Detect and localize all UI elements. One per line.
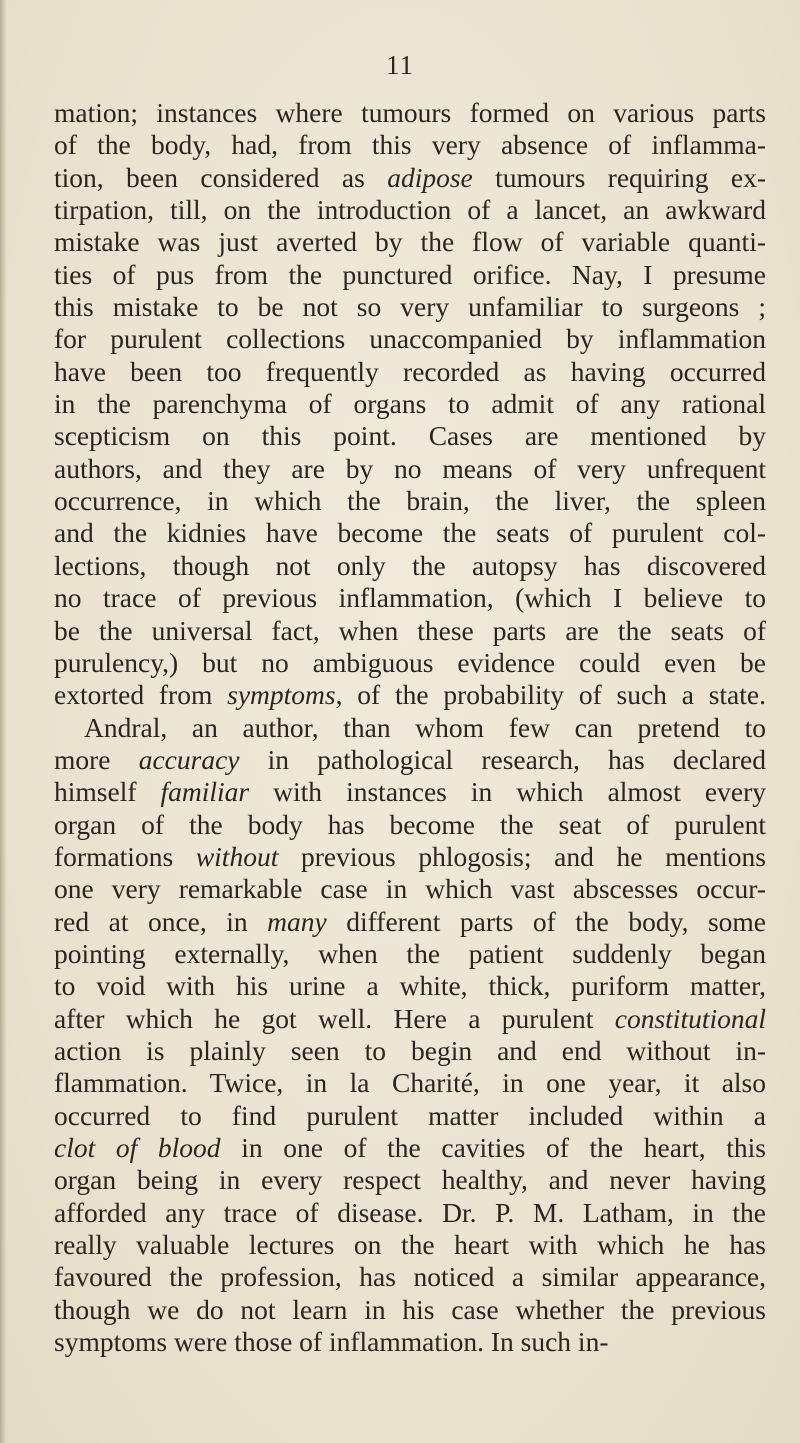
page-number: 11 — [386, 50, 414, 80]
text-line — [54, 388, 766, 420]
text-run: occurred to find purulent matter included within a — [54, 1099, 766, 1131]
text-run: to void with his urine a white, thick, puriform matter, — [54, 970, 766, 1002]
text-line — [54, 615, 766, 647]
italic-text-run: clot of blood — [54, 1132, 221, 1163]
text-line — [54, 1003, 766, 1035]
text-run: in the parenchyma of organs to admit of any rational — [54, 388, 766, 420]
text-run: and the kidnies have become the seats of purulent col- — [54, 517, 766, 549]
text-run: with instances in which almost every — [249, 776, 766, 808]
text-run: really valuable lectures on the heart with which he has — [54, 1229, 766, 1261]
text-run: be the universal fact, when these parts are the seats of — [54, 614, 766, 646]
text-line — [54, 1067, 766, 1099]
italic-text-run: familiar — [160, 776, 250, 808]
text-run: different parts of the body, some — [326, 905, 766, 937]
text-run: tion, been considered as — [54, 161, 388, 193]
text-line — [54, 323, 766, 355]
text-run: symptoms were those of inflammation. In such in- — [54, 1326, 609, 1358]
text-line — [54, 906, 766, 938]
text-line — [54, 550, 766, 582]
text-run: formations — [54, 840, 196, 872]
text-line — [54, 162, 766, 194]
text-line — [54, 1132, 766, 1164]
text-run: favoured the profession, has noticed a similar appearance, — [54, 1261, 766, 1293]
text-run: more — [54, 743, 139, 775]
text-run: red at once, in — [54, 905, 268, 937]
text-line — [54, 453, 766, 485]
italic-text-run: without — [195, 840, 279, 872]
text-run: extorted from — [54, 679, 228, 711]
text-line — [54, 712, 766, 744]
text-line — [54, 259, 766, 291]
text-run: have been too frequently recorded as having occurred — [54, 355, 766, 387]
text-line — [54, 938, 766, 970]
italic-text-run: many — [267, 905, 327, 937]
text-run: this mistake to be not so very unfamiliar to surgeons ; — [54, 291, 766, 323]
text-run: pointing externally, when the patient suddenly began — [54, 937, 766, 969]
text-run: though we do not learn in his case whether the previous — [54, 1293, 766, 1325]
text-run: action is plainly seen to begin and end without in- — [54, 1034, 766, 1066]
text-run: organ being in every respect healthy, and never having — [54, 1164, 766, 1196]
text-line — [54, 226, 766, 258]
text-run: flammation. Twice, in la Charité, in one year, it also — [54, 1067, 766, 1099]
text-run: tirpation, till, on the introduction of a lancet, an awkward — [54, 194, 766, 226]
text-run: in pathological research, has declared — [239, 743, 766, 775]
text-run: occurrence, in which the brain, the liver, the spleen — [54, 485, 766, 517]
italic-text-run: constitutional — [614, 1002, 766, 1034]
text-run: mistake was just averted by the flow of variable quanti- — [54, 226, 766, 258]
text-line — [54, 679, 766, 711]
text-run: scepticism on this point. Cases are mentioned by — [54, 420, 766, 452]
text-line — [54, 1294, 766, 1326]
text-run: no trace of previous inflammation, (which I believe to — [54, 582, 766, 614]
text-run: purulency,) but no ambiguous evidence could even be — [54, 646, 766, 678]
text-line — [54, 356, 766, 388]
page-edge-shadow — [0, 0, 6, 1443]
text-line — [54, 485, 766, 517]
text-run: for purulent collections unaccompanied by inflammation — [54, 323, 766, 355]
text-run: tumours requiring ex- — [472, 161, 766, 193]
body-text — [54, 97, 766, 1358]
text-line — [54, 517, 766, 549]
text-run: mation; instances where tumours formed on various parts — [54, 97, 766, 128]
italic-text-run: accuracy — [138, 743, 240, 775]
text-run: himself — [54, 776, 161, 808]
text-line — [54, 129, 766, 161]
text-line — [54, 970, 766, 1002]
text-run: afforded any trace of disease. Dr. P. M. Latham, in the — [54, 1196, 766, 1228]
text-line — [54, 97, 766, 129]
text-run: Andral, an author, than whom few can pretend to — [84, 711, 766, 743]
italic-text-run: adipose — [387, 161, 473, 193]
text-line — [54, 841, 766, 873]
text-line — [54, 1100, 766, 1132]
text-line — [54, 776, 766, 808]
text-line — [54, 647, 766, 679]
text-line — [54, 1229, 766, 1261]
text-run: , of the probability of such a state. — [335, 679, 766, 711]
italic-text-run: symptoms — [227, 679, 336, 711]
text-line — [54, 809, 766, 841]
text-run: in one of the cavities of the heart, this — [220, 1132, 766, 1163]
text-line — [54, 1164, 766, 1196]
text-line — [54, 1197, 766, 1229]
text-run: organ of the body has become the seat of purulent — [54, 808, 766, 840]
text-run: of the body, had, from this very absence of inflamma- — [54, 129, 766, 161]
text-line — [54, 744, 766, 776]
text-run: lections, though not only the autopsy has discovered — [54, 549, 766, 581]
text-run: previous phlogosis; and he mentions — [278, 840, 766, 872]
text-line — [54, 1326, 766, 1358]
text-run: ties of pus from the punctured orifice. Nay, I presume — [54, 258, 766, 290]
text-run: one very remarkable case in which vast abscesses occur- — [54, 873, 766, 905]
text-line — [54, 1035, 766, 1067]
text-line — [54, 194, 766, 226]
text-line — [54, 873, 766, 905]
text-run: after which he got well. Here a purulent — [54, 1002, 615, 1034]
text-run: authors, and they are by no means of very unfrequent — [54, 452, 766, 484]
text-line — [54, 291, 766, 323]
text-line — [54, 1261, 766, 1293]
text-line — [54, 582, 766, 614]
text-line — [54, 420, 766, 452]
